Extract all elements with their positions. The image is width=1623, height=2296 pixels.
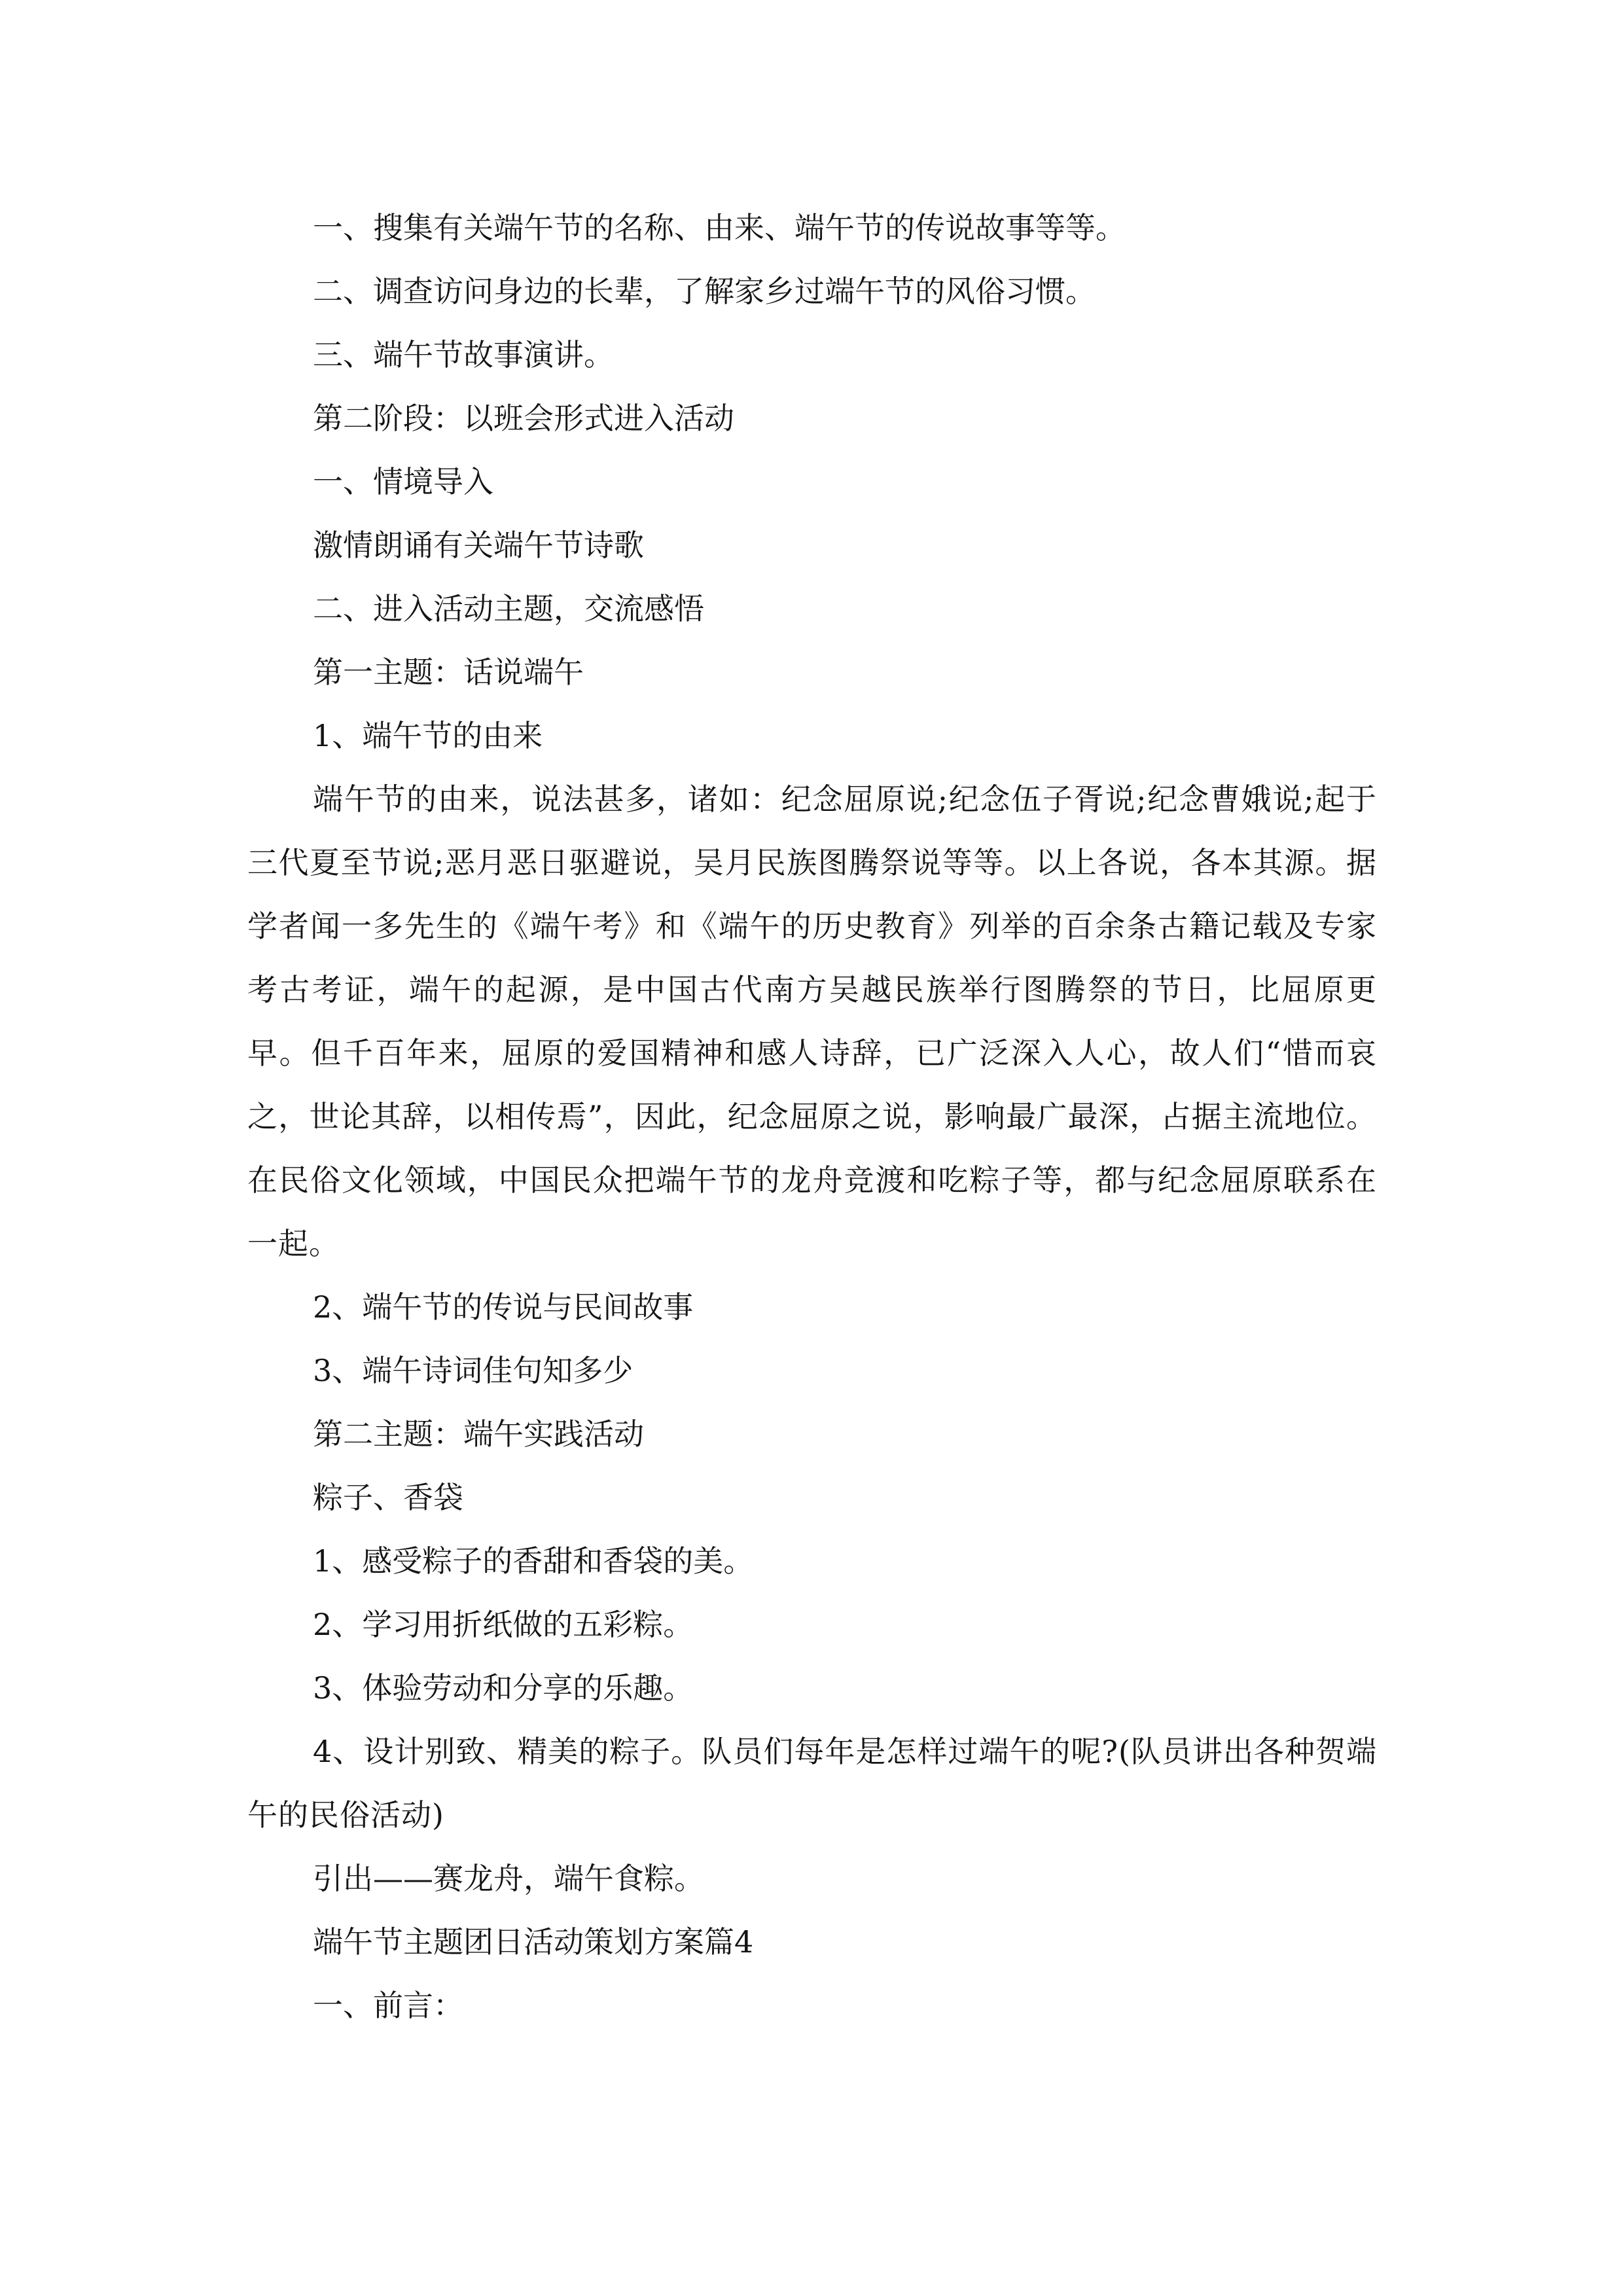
theme-heading: 第二主题：端午实践活动: [313, 1416, 644, 1452]
text-line: 一、搜集有关端午节的名称、由来、端午节的传说故事等等。: [313, 210, 1126, 245]
origin-paragraph: 端午节的由来，说法甚多，诸如：纪念屈原说;纪念伍子胥说;纪念曹娥说;起于三代夏至节说;恶月恶日驱避说，吴月民族图腾祭说等等。以上各说，各本其源。据学者闻一多先生的《端午考》和《端午的历史教育》列举的百余条古籍记载及专家考古考证，端午的起源，是中国古代南方吴越民族举行图腾祭的节日，比屈原更早。但千百年来，屈原的爱国精神和感人诗辞，已广泛深入人心，故人们“惜而哀之，世论其辞，以相传焉”，因此，纪念屈原之说，影响最广最深，占据主流地位。在民俗文化领域，中国民众把端午节的龙舟竞渡和吃粽子等，都与纪念屈原联系在一起。: [247, 781, 1377, 1261]
text-line: 激情朗诵有关端午节诗歌: [313, 528, 644, 563]
text-line: 2、学习用折纸做的五彩粽。: [313, 1607, 694, 1642]
text-line: 3、端午诗词佳句知多少: [313, 1353, 633, 1388]
text-line: 引出——赛龙舟，端午食粽。: [313, 1861, 704, 1896]
text-line: 2、端午节的传说与民间故事: [313, 1289, 694, 1325]
section-heading: 第二阶段：以班会形式进入活动: [313, 401, 734, 436]
text-line: 粽子、香袋: [313, 1480, 463, 1515]
text-line: 二、调查访问身边的长辈，了解家乡过端午节的风俗习惯。: [313, 274, 1096, 309]
text-line: 一、前言：: [313, 1988, 463, 2023]
theme-heading: 第一主题：话说端午: [313, 655, 584, 690]
text-line: 3、体验劳动和分享的乐趣。: [313, 1670, 694, 1706]
section-title: 端午节主题团日活动策划方案篇4: [313, 1924, 754, 1960]
text-line: 三、端午节故事演讲。: [313, 337, 614, 372]
text-line: 二、进入活动主题，交流感悟: [313, 591, 704, 626]
text-line: 一、情境导入: [313, 464, 493, 499]
design-paragraph: 4、设计别致、精美的粽子。队员们每年是怎样过端午的呢?(队员讲出各种贺端午的民俗活动): [247, 1734, 1377, 1833]
text-line: 1、感受粽子的香甜和香袋的美。: [313, 1543, 754, 1579]
text-line: 1、端午节的由来: [313, 718, 543, 753]
document-body: [247, 196, 1377, 2037]
